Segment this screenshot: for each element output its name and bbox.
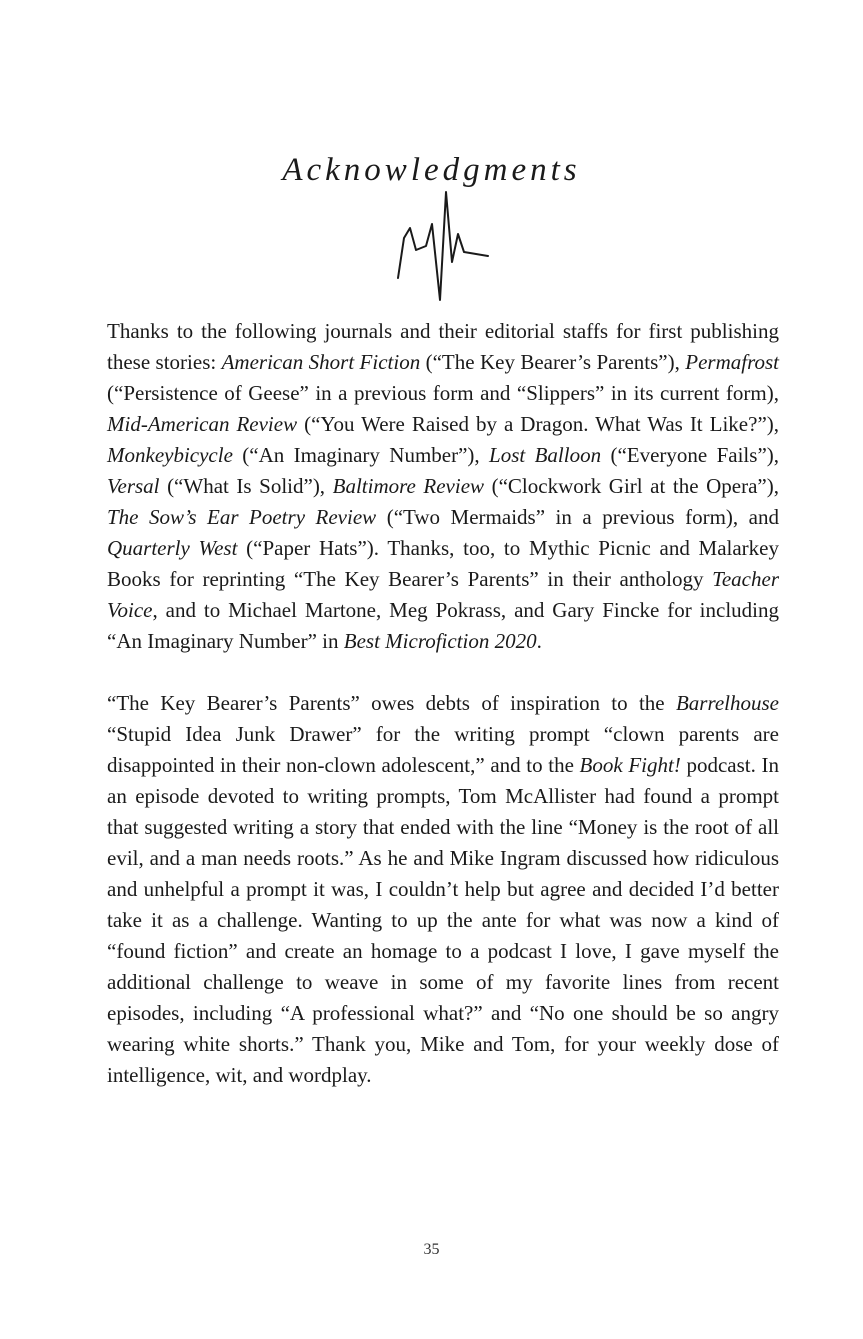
text-run: (“Clockwork Girl at the Opera”), [484,474,779,498]
page-number: 35 [423,1241,440,1258]
page-title: Acknowledgments [282,152,581,188]
text-run: (“The Key Bearer’s Parents”), [420,350,686,374]
italic-title: Teacher Voice [107,567,779,622]
text-run: (“You Were Raised by a Dragon. What Was It Like?”), [297,412,780,436]
text-run: (“Persistence of Geese” in a previous form and “Slippers” in its current form), [107,381,779,405]
italic-title: The Sow’s Ear Poetry Review [107,505,377,529]
text-run: podcast. In an episode devoted to writing prompts, Tom McAllister had found a prompt that suggested writing a story that ended with the line “Money is the root of all evil, and a man needs roots.” As he and Mike Ingram discussed how ridiculous and unhelpful a prompt it was, I couldn’t help but agree and decided I’d better take it as a challenge. Wanting to up the ante for what was now a kind of “found fiction” and create an homage to a podcast I love, I gave myself the additional challenge to weave in some of my favorite lines from recent episodes, including “A professional what?” and “No one should be so angry wearing white shorts.” Thank you, Mike and Tom, for your weekly dose of intelligence, wit, and wordplay. [107,753,779,1087]
text-run: (“Two Mermaids” in a previous form), and [376,505,780,529]
text-run: Thanks to the following journals and their editorial staffs for first publishing these stories: [107,319,779,374]
italic-title: Best Microfiction 2020 [343,629,537,653]
italic-title: Baltimore Review [332,474,485,498]
text-run: . [536,629,542,653]
text-run: “The Key Bearer’s Parents” owes debts of inspiration to the [107,691,676,715]
heartbeat-line-icon [388,188,492,308]
text-run: (“What Is Solid”), [159,474,333,498]
text-run: (“Paper Hats”). Thanks, too, to Mythic Picnic and Malarkey Books for reprinting “The Key Bearer’s Parents” in their anthology [107,536,779,591]
italic-title: Versal [107,474,160,498]
italic-title: Mid-American Review [107,412,298,436]
italic-title: Book Fight! [579,753,681,777]
text-run: (“Everyone Fails”), [601,443,780,467]
text-run: , and to Michael Martone, Meg Pokrass, and Gary Fincke for including “An Imaginary Number” in [107,598,779,653]
italic-title: Monkeybicycle [107,443,233,467]
text-run: “Stupid Idea Junk Drawer” for the writing prompt “clown parents are disappointed in their non-clown adolescent,” and to the [107,722,779,777]
italic-title: Lost Balloon [489,443,602,467]
italic-title: Barrelhouse [675,691,779,715]
text-run: (“An Imaginary Number”), [232,443,490,467]
acknowledgments-body [107,316,779,1091]
italic-title: Quarterly West [107,536,238,560]
italic-title: Permafrost [685,350,779,374]
paragraph-inspiration [107,688,779,1091]
paragraph-journals [107,316,779,657]
italic-title: American Short Fiction [221,350,421,374]
